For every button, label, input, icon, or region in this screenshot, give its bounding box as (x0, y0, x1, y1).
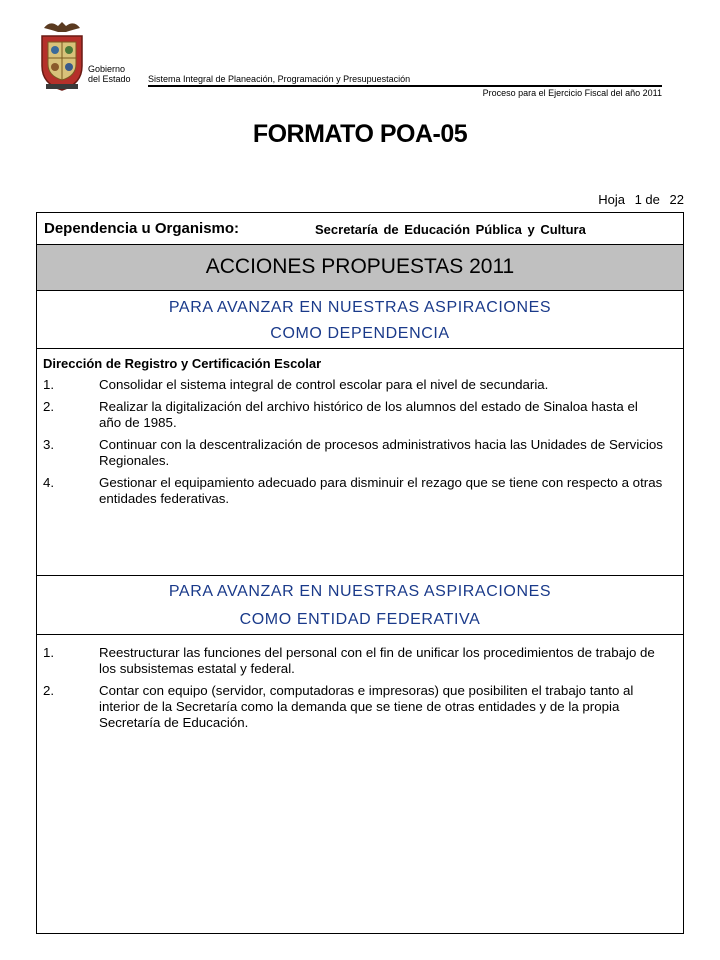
state-seal-logo (36, 18, 88, 94)
page-counter (598, 192, 684, 207)
item-number: 1. (43, 645, 55, 660)
item-number: 3. (43, 437, 55, 452)
item-number: 4. (43, 475, 55, 490)
item-text: Contar con equipo (servidor, computadoras e impresoras) que posibiliten el trabajo tanto al interior de la Secretaría como la demanda que se tiene de otras entidades y de la propia Secretaría de Educación. (99, 683, 634, 730)
gov-line-1: Gobierno (88, 64, 126, 74)
item-number: 2. (43, 683, 55, 698)
list-item (43, 683, 663, 731)
process-label: Proceso para el Ejercicio Fiscal del año 2011 (482, 88, 662, 98)
section-1-line-2: COMO DEPENDENCIA (270, 325, 450, 342)
dependency-row (37, 213, 683, 245)
section-2-line-2: COMO ENTIDAD FEDERATIVA (239, 611, 481, 628)
item-text: Consolidar el sistema integral de control escolar para el nivel de secundaria. (99, 377, 549, 392)
list-item (43, 377, 663, 393)
section-1-content (37, 349, 683, 576)
section-1-line-1: PARA AVANZAR EN NUESTRAS ASPIRACIONES (168, 299, 552, 316)
list-item (43, 437, 663, 469)
page-total: 22 (669, 192, 684, 207)
item-number: 1. (43, 377, 55, 392)
item-text: Gestionar el equipamiento adecuado para disminuir el rezago que se tiene con respecto a otras entidades federativas. (99, 475, 663, 506)
section-1-subtitle: Dirección de Registro y Certificación Escolar (43, 356, 322, 371)
item-text: Realizar la digitalización del archivo histórico de los alumnos del estado de Sinaloa hasta el año de 1985. (99, 399, 638, 430)
section-2-line-1: PARA AVANZAR EN NUESTRAS ASPIRACIONES (168, 583, 552, 600)
section-2-content (37, 635, 683, 933)
actions-header (37, 245, 683, 291)
page-current: 1 de (634, 192, 660, 207)
gov-line-2: del Estado (88, 74, 131, 84)
item-text: Reestructurar las funciones del personal con el fin de unificar los procedimientos de trabajo de los subsistemas estatal y federal. (99, 645, 655, 676)
section-1-header (37, 291, 683, 349)
header-divider (148, 85, 662, 87)
government-label (88, 64, 131, 84)
item-number: 2. (43, 399, 55, 414)
system-name: Sistema Integral de Planeación, Programación y Presupuestación (148, 74, 411, 84)
actions-title: ACCIONES PROPUESTAS 2011 (205, 255, 515, 278)
form-box (36, 212, 684, 934)
item-text: Continuar con la descentralización de procesos administrativos hacia las Unidades de Servicios Regionales. (99, 437, 663, 468)
page-title: FORMATO POA-05 (252, 120, 468, 148)
dependency-label: Dependencia u Organismo: (44, 220, 240, 237)
section-2-header (37, 575, 683, 635)
list-item (43, 645, 663, 677)
list-item (43, 475, 663, 507)
list-item (43, 399, 663, 431)
page-label: Hoja (598, 192, 625, 207)
dependency-value: Secretaría de Educación Pública y Cultura (315, 222, 586, 237)
